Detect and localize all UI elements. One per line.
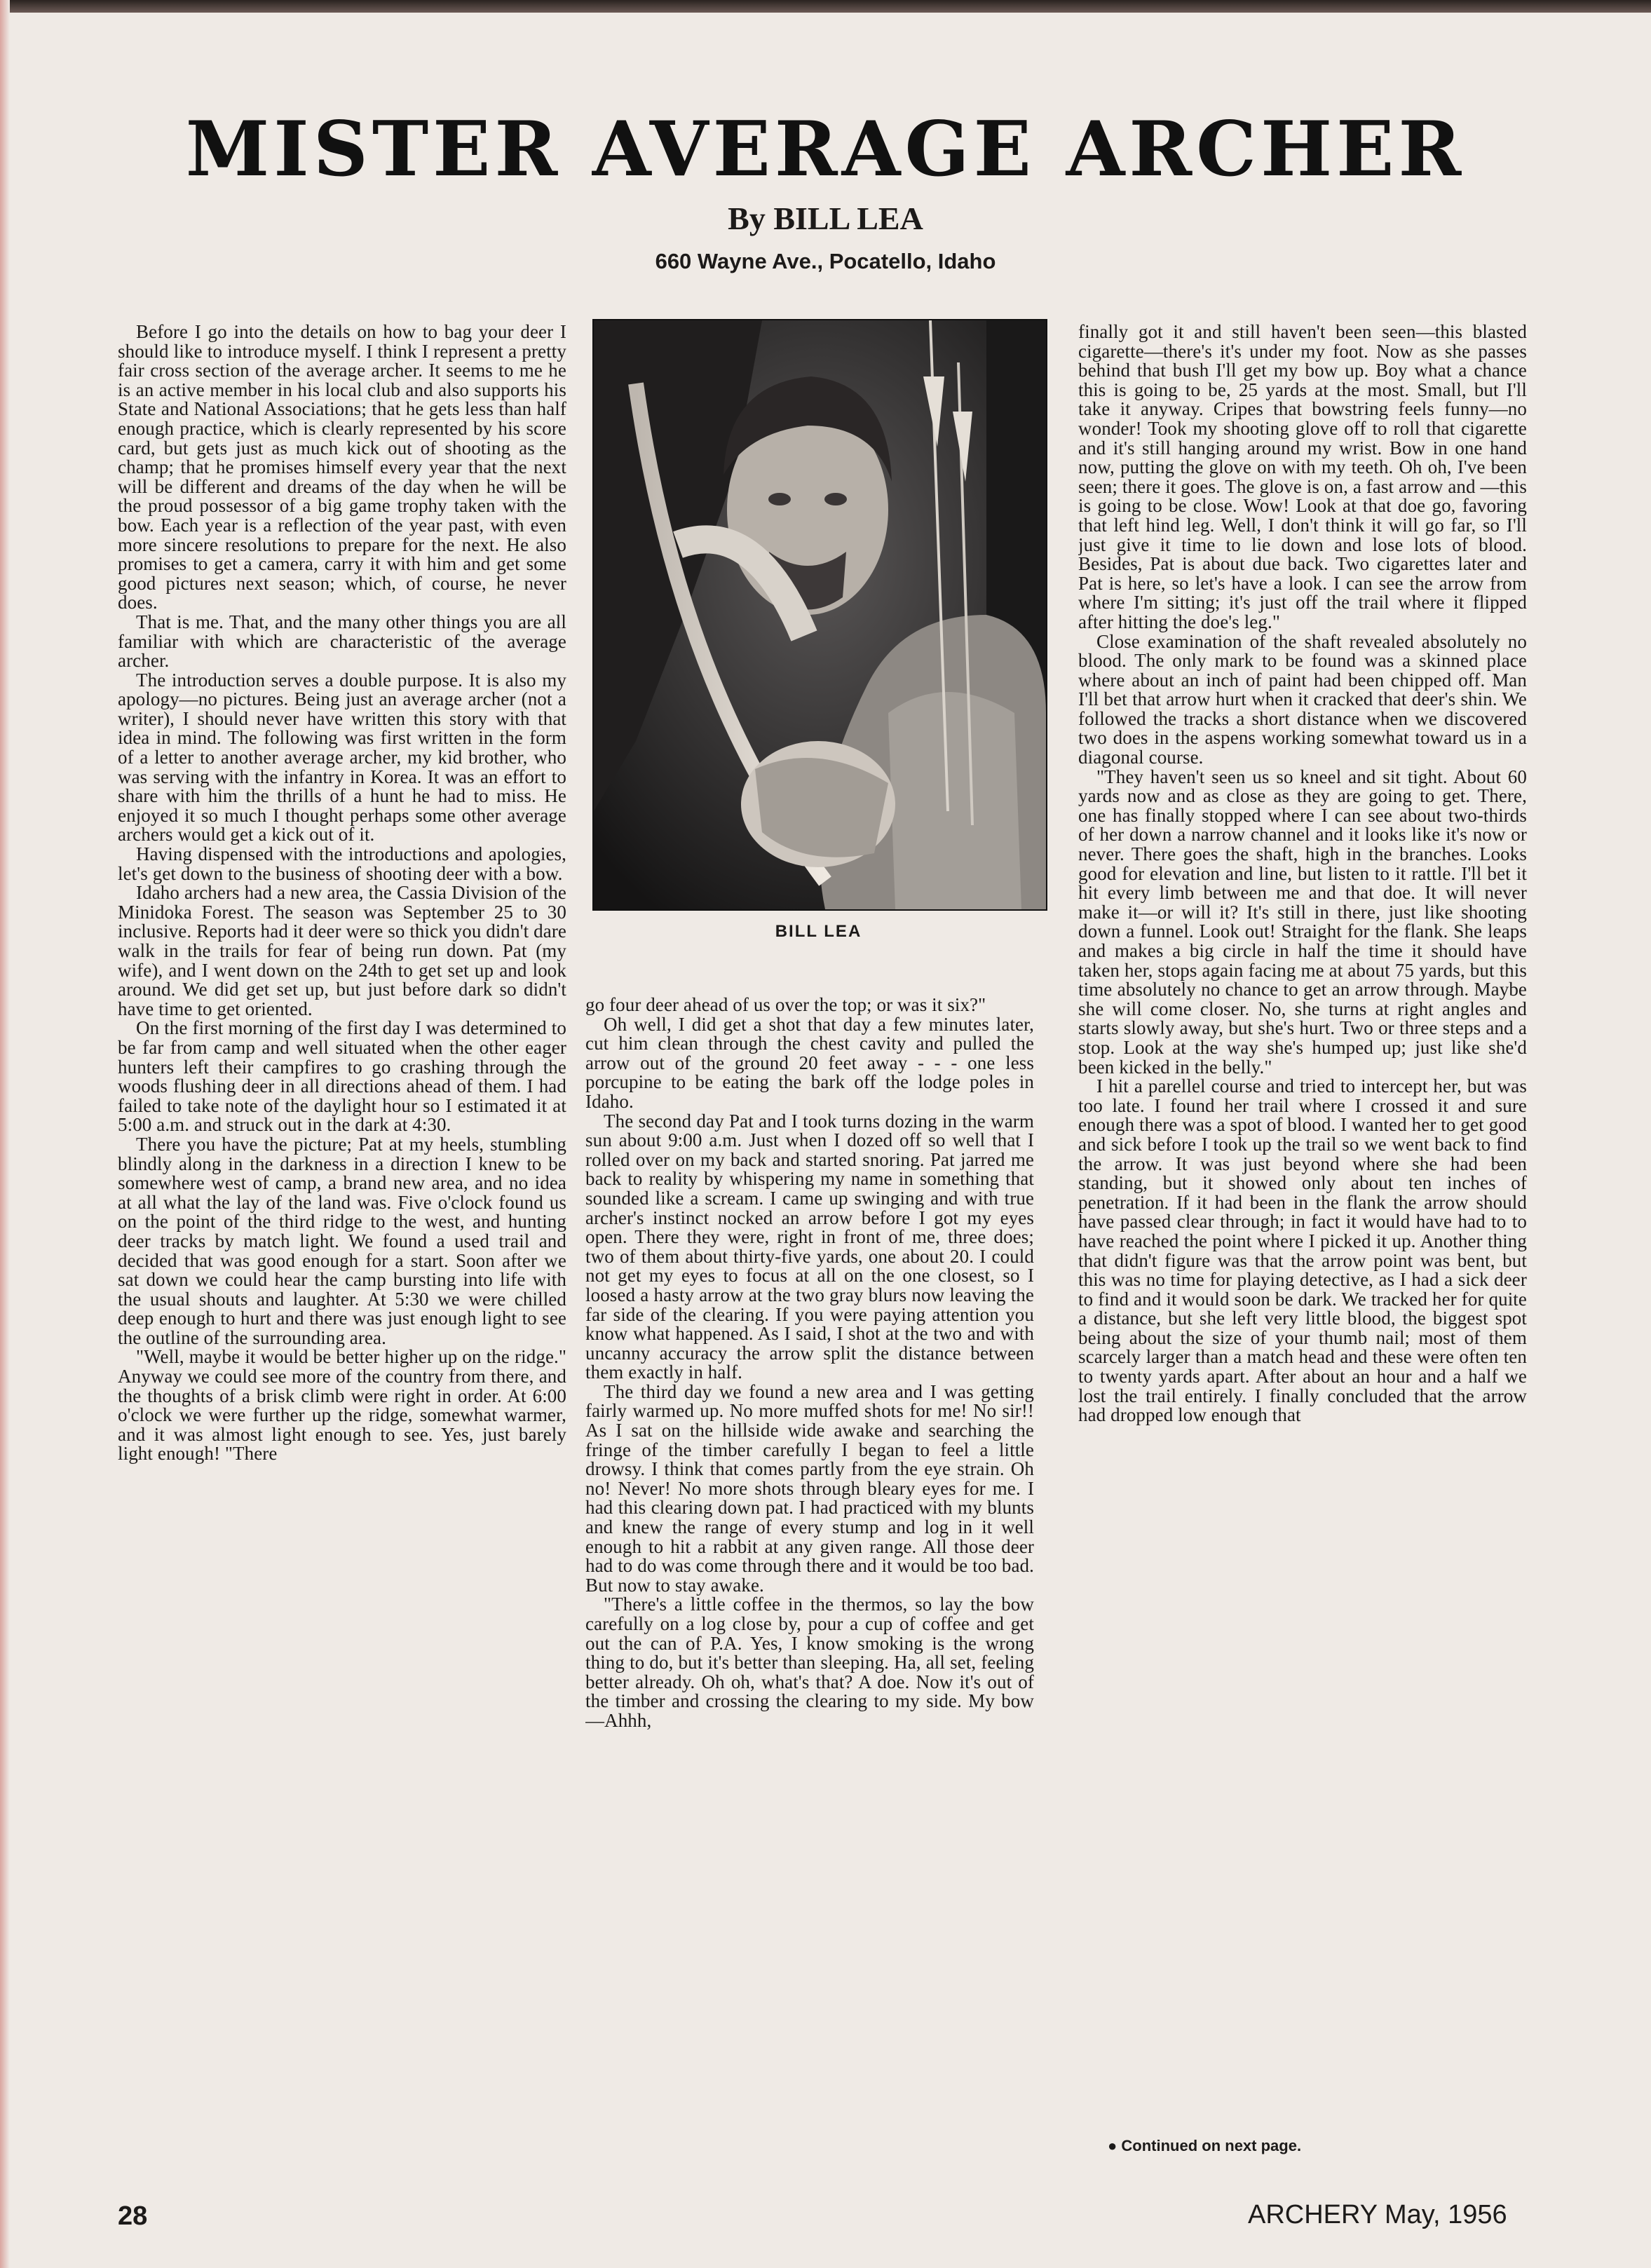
paragraph: go four deer ahead of us over the top; or was it six?"	[585, 996, 986, 1015]
paragraph: There you have the picture; Pat at my heels, stumbling blindly along in the darkness in a direction I knew to be somewhere west of camp, a brand new area, and no idea at all what the lay of the land was. Five o'clock found us on the point of the third ridge to the west, and hunting deer tracks by match light. We found a used trail and decided that was good enough for a start. Soon after we sat down we could hear the camp bursting into life with the usual shouts and laughter. At 5:30 we were chilled deep enough to hurt and there was just enough light to see the outline of the surrounding area.	[118, 1133, 566, 1348]
text-column-3	[1078, 322, 1527, 2159]
paragraph: The third day we found a new area and I was getting fairly warmed up. No more muffed shots for me! No sir!! As I sat on the hillside wide awake and searching the fringe of the timber carefully I began to feel a little drowsy. I think that comes partly from the eye strain. Oh no! Never! No more shots through bleary eyes for me. I had this clearing down pat. I had practiced with my blunts and knew the range of every stump and log in it well enough to hit a rabbit at any given range. All those deer had to do was come through there and it would be too bad. But now to stay awake.	[585, 1380, 1034, 1596]
byline: By BILL LEA	[728, 201, 923, 236]
paragraph: "There's a little coffee in the thermos, so lay the bow carefully on a log close by, pour a cup of coffee and get out the can of P.A. Yes, I know smoking is the wrong thing to do, but it's better than sleeping. Ha, all set, feeling better already. Oh oh, what's that? A doe. Now it's out of the timber and crossing the clearing to my side. My bow—Ahhh,	[585, 1594, 1034, 1731]
paragraph: "Well, maybe it would be better higher up on the ridge." Anyway we could see more of the country from there, and the thoughts of a brisk climb were right in order. At 6:00 o'clock we were further up the ridge, somewhat warmer, and it was almost light enough to see. Yes, just barely light enough! "There	[118, 1346, 566, 1465]
paragraph: I hit a parellel course and tried to intercept her, but was too late. I found her trail where I crossed it and sure enough there was a spot of blood. I wanted her to get good and sick before I took up the trail so we went back to find the arrow. It was just beyond where she had been standing, but it showed only about ten inches of penetration. If it had been in the flank the arrow should have passed clear through; in fact it would have had to to have reached the point where I picked it up. Another thing that didn't figure was that the arrow point was bent, but this was no time for playing detective, as I had a sick deer to find and it would soon be dark. We tracked her for quite a distance, but she left very little blood, the biggest spot being about the size of your thumb nail; most of them scarcely larger than a match head and these were often ten to twenty yards apart. After about an hour and a half we lost the trail entirely. I finally concluded that the arrow had dropped low enough that	[1078, 1075, 1527, 1426]
page-top-edge	[0, 0, 1651, 13]
author-address: 660 Wayne Ave., Pocatello, Idaho	[655, 249, 996, 273]
photo-caption: BILL LEA	[775, 922, 862, 941]
magazine-footer: ARCHERY May, 1956	[1248, 2200, 1507, 2229]
article-title: MISTER AVERAGE ARCHER	[185, 105, 1466, 193]
continued-note: ● Continued on next page.	[1108, 2137, 1302, 2154]
paragraph: Having dispensed with the introductions and apologies, let's get down to the business of shooting deer with a bow.	[118, 843, 566, 884]
paragraph: On the first morning of the first day I was determined to be far from camp and well situated when the other eager hunters left their campfires to go crashing through the woods flushing deer in all directions ahead of them. I had failed to take note of the daylight hour so I estimated it at 5:00 a.m. and struck out in the dark at 4:30.	[118, 1017, 566, 1136]
paragraph: That is me. That, and the many other things you are all familiar with which are characteristic of the average archer.	[118, 611, 566, 672]
paragraph: "They haven't seen us so kneel and sit tight. About 60 yards now and as close as they are going to get. There, one has finally stopped where I can see about two-thirds of her down a narrow channel and it looks like it's now or never. There goes the shaft, high in the branches. Looks good for elevation and line, but listen to it rattle. I'll bet it hit every limb between me and that doe. It will never make it—or will it? It's still in there, just like shooting down a funnel. Look out! Straight for the flank. She leaps and makes a big circle in half the time it should have taken her, stops again facing me at about 75 yards, but this time absolutely no chance to get an arrow through. Maybe she will come closer. No, she turns at right angles and starts slowly away, but she's hurt. Two or three steps and a stop. Look at the way she's humped up; just like she'd been kicked in the belly."	[1078, 766, 1527, 1078]
paragraph: The second day Pat and I took turns dozing in the warm sun about 9:00 a.m. Just when I dozed off so well that I rolled over on my back and started snoring. Pat jarred me back to reality by whispering my name in something that sounded like a scream. I came up swinging and with true archer's instinct nocked an arrow before I got my eyes open. There they were, right in front of me, three does; two of them about thirty-five yards, one about 20. I could not get my eyes to focus at all on the one closest, so I loosed a hasty arrow at the two gray blurs now leaving the far side of the clearing. If you were paying attention you know what happened. As I said, I shot at the two and with uncanny accuracy the arrow split the distance between them exactly in half.	[585, 1110, 1034, 1383]
paragraph: Idaho archers had a new area, the Cassia Division of the Minidoka Forest. The season was September 25 to 30 inclusive. Reports had it deer were so thick you didn't dare walk in the trails for fear of being run down. Pat (my wife), and I went down on the 24th to get set up and look around. We did get set up, but just before dark so didn't have time to get oriented.	[118, 882, 566, 1019]
paragraph: finally got it and still haven't been seen—this blasted cigarette—there's it's under my foot. Now as she passes behind that bush I'll get my bow up. Boy what a chance this is going to be, 25 yards at the most. Small, but I'll take it anyway. Cripes that bowstring feels funny—no wonder! Took my shooting glove off to roll that cigarette and it's still hanging around my wrist. Bow in one hand now, putting the glove on with my teeth. Oh oh, I've been seen; there it goes. The glove is on, a fast arrow and —this is going to be close. Wow! Look at that doe go, favoring that left hind leg. Well, I don't think it will go far, so I'll just give it time to lie down and lose lots of blood. Besides, Pat is about due back. Two cigarettes later and Pat is here, so let's have a look. I can see the arrow from where I'm sitting; it's just off the trail where it flipped after hitting the doe's leg."	[1078, 322, 1527, 632]
text-column-2	[585, 996, 1034, 2180]
text-column-1	[118, 322, 566, 2180]
archer-photo-illustration	[594, 320, 1046, 909]
page-left-edge	[0, 0, 10, 2268]
paragraph: Close examination of the shaft revealed absolutely no blood. The only mark to be found was a skinned place where about an inch of paint had been chipped off. Man I'll bet that arrow hurt when it cracked that deer's shin. We followed the tracks a short distance when we discovered two does in the aspens working somewhat toward us in a diagonal course.	[1078, 630, 1527, 768]
author-photo	[592, 319, 1047, 911]
paragraph: The introduction serves a double purpose. It is also my apology—no pictures. Being just an average archer (not a writer), I should never have written this story with that idea in mind. The following was first written in the form of a letter to another average archer, my kid brother, who was serving with the infantry in Korea. It was an effort to share with him the thrills of a hunt he had to miss. He enjoyed it so much I thought perhaps some other average archers would get a kick out of it.	[118, 669, 566, 846]
paragraph: Oh well, I did get a shot that day a few minutes later, cut him clean through the chest cavity and pulled the arrow out of the ground 20 feet away - - - one less porcupine to be eating the bark off the lodge poles in Idaho.	[585, 1013, 1034, 1112]
page-number: 28	[118, 2201, 148, 2231]
paragraph: Before I go into the details on how to bag your deer I should like to introduce myself. I think I represent a pretty fair cross section of the average archer. It seems to me he is an active member in his local club and also supports his State and National Associations; that he gets less than half enough practice, which is clearly represented by his score card, but gets just as much kick out of shooting as the champ; that he promises himself every year that the next will be different and dreams of the day when he will be the proud possessor of a big game trophy taken with the bow. Each year is a reflection of the year past, with even more sincere resolutions to prepare for the next. He also promises to get a camera, carry it with him and get some good pictures next season; which, of course, he never does.	[118, 322, 566, 613]
